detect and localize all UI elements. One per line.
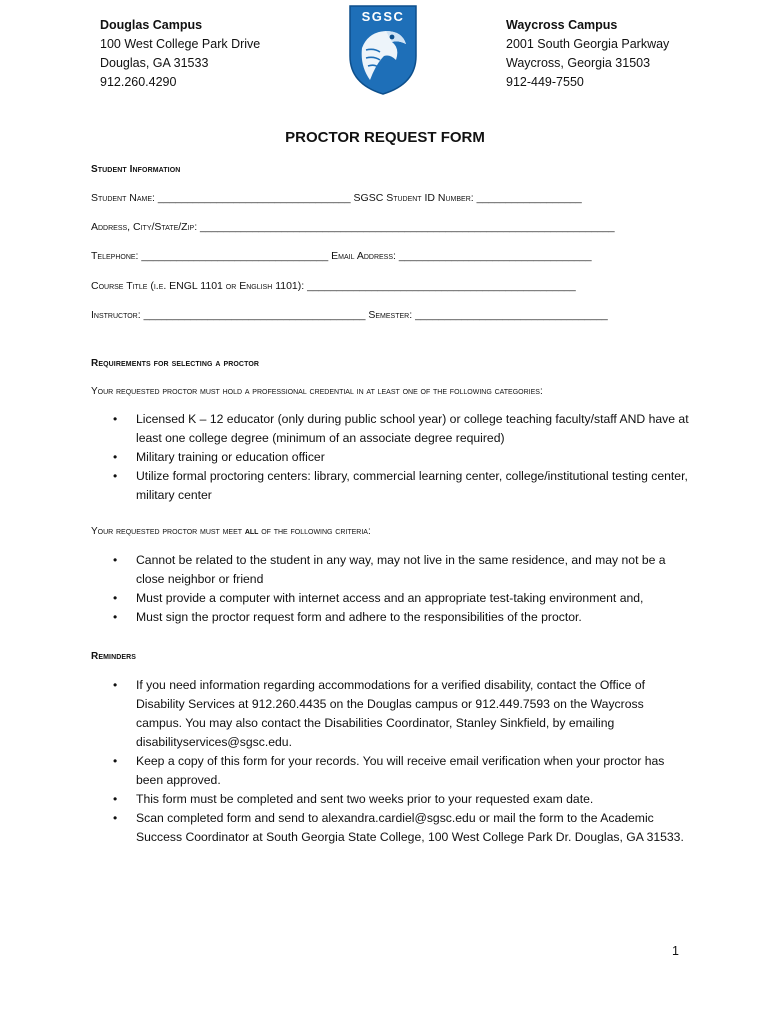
waycross-campus-phone: 912-449-7550 bbox=[506, 75, 584, 89]
student-information-heading: Student Information bbox=[91, 164, 181, 175]
bullet-icon: • bbox=[113, 610, 118, 624]
form-title: PROCTOR REQUEST FORM bbox=[285, 129, 485, 146]
bullet-icon: • bbox=[113, 754, 118, 768]
bullet-icon: • bbox=[113, 792, 118, 806]
waycross-campus-name: Waycross Campus bbox=[506, 18, 618, 32]
douglas-campus-phone: 912.260.4290 bbox=[100, 75, 177, 89]
credential-list bbox=[91, 410, 691, 505]
reminders-list bbox=[91, 676, 691, 847]
page-number: 1 bbox=[672, 944, 679, 958]
criteria-intro: Your requested proctor must meet all of the following criteria: bbox=[91, 526, 371, 537]
waycross-campus-block bbox=[506, 16, 669, 92]
credential-intro: Your requested proctor must hold a professional credential in at least one of the following categories: bbox=[91, 386, 543, 397]
bullet-icon: • bbox=[113, 450, 118, 464]
bullet-icon: • bbox=[113, 678, 118, 692]
douglas-campus-name: Douglas Campus bbox=[100, 18, 203, 32]
list-item: • Cannot be related to the student in any way, may not live in the same residence, and may not be a close neighbor or friend bbox=[113, 553, 666, 586]
telephone-email-field-line[interactable]: Telephone: ________________________________ Email Address: _________________________________ bbox=[91, 250, 592, 262]
list-item: • If you need information regarding accommodations for a verified disability, contact the Office of Disability Services at 912.260.4435 on the Douglas campus or 912.449.7593 on the Waycross campus. You may also contact the Disabilities Coordinator, Stanley Sinkfield, by emailing disabilityservices@sgsc.edu. bbox=[113, 678, 645, 749]
instructor-semester-field-line[interactable]: Instructor: ______________________________________ Semester: _________________________________ bbox=[91, 309, 608, 321]
list-item: • Keep a copy of this form for your records. You will receive email verification when your proctor has been approved. bbox=[113, 754, 665, 787]
waycross-campus-address-line2: Waycross, Georgia 31503 bbox=[506, 56, 651, 70]
douglas-campus-address-line2: Douglas, GA 31533 bbox=[100, 56, 209, 70]
list-item: • Scan completed form and send to alexandra.cardiel@sgsc.edu or mail the form to the Academic Success Coordinator at South Georgia State College, 100 West College Park Dr. Douglas, GA 31533. bbox=[113, 811, 684, 844]
bullet-icon: • bbox=[113, 469, 118, 483]
sgsc-logo bbox=[346, 4, 420, 96]
bullet-icon: • bbox=[113, 591, 118, 605]
waycross-campus-address-line1: 2001 South Georgia Parkway bbox=[506, 37, 670, 51]
list-item: • Utilize formal proctoring centers: library, commercial learning center, college/institutional testing center, military center bbox=[113, 469, 688, 502]
list-item: • Must sign the proctor request form and adhere to the responsibilities of the proctor. bbox=[91, 608, 691, 627]
list-item: • Military training or education officer bbox=[91, 448, 691, 467]
list-item: • Licensed K – 12 educator (only during public school year) or college teaching faculty/staff AND have at least one college degree (minimum of an associate degree required) bbox=[113, 412, 689, 445]
address-field-line[interactable]: Address, City/State/Zip: _______________________________________________________________________ bbox=[91, 221, 615, 233]
student-name-id-field-line[interactable]: Student Name: _________________________________ SGSC Student ID Number: __________________ bbox=[91, 192, 582, 204]
requirements-heading: Requirements for selecting a proctor bbox=[91, 358, 260, 369]
list-item: • This form must be completed and sent two weeks prior to your requested exam date. bbox=[91, 790, 691, 809]
course-title-field-line[interactable]: Course Title (i.e. ENGL 1101 or English 1101): ______________________________________________ bbox=[91, 280, 576, 292]
list-item: • Must provide a computer with internet access and an appropriate test-taking environment and, bbox=[91, 589, 691, 608]
logo-text: SGSC bbox=[361, 9, 405, 24]
bullet-icon: • bbox=[113, 811, 118, 825]
bullet-icon: • bbox=[113, 412, 118, 426]
bullet-icon: • bbox=[113, 553, 118, 567]
douglas-campus-block bbox=[100, 16, 260, 92]
criteria-list bbox=[91, 551, 691, 627]
douglas-campus-address-line1: 100 West College Park Drive bbox=[100, 37, 261, 51]
reminders-heading: Reminders bbox=[91, 651, 137, 662]
